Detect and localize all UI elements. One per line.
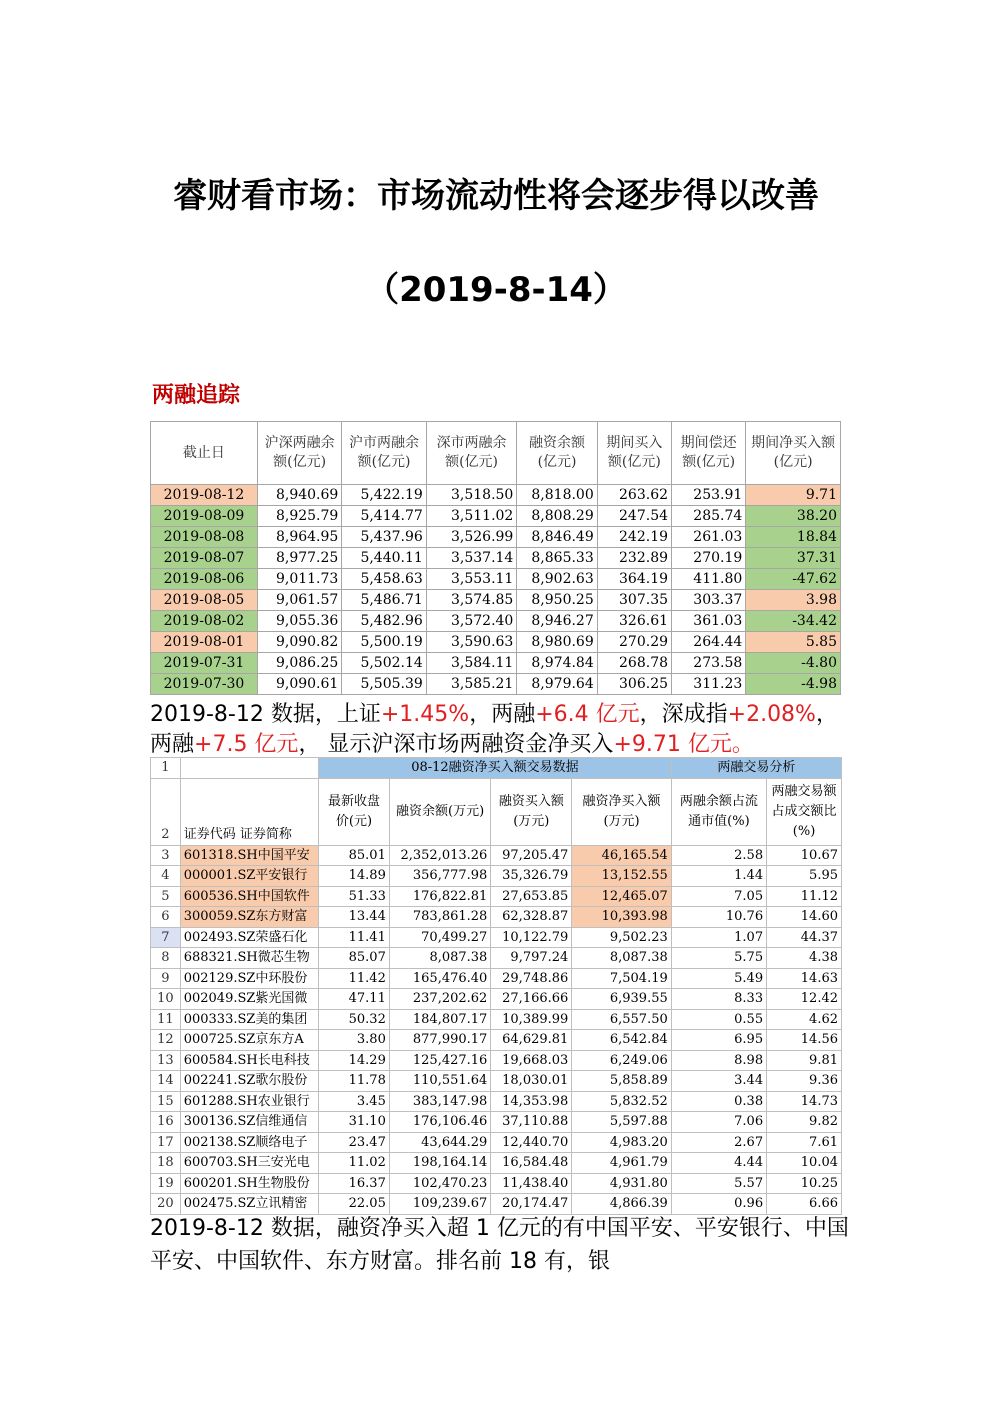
cell-buy: 326.61 (597, 611, 671, 632)
table-row (151, 653, 841, 674)
cell-sh: 5,505.39 (342, 674, 426, 695)
cell-pct2: 14.56 (767, 1030, 842, 1051)
cell-date: 2019-08-05 (151, 590, 258, 611)
cell-buy: 263.62 (597, 485, 671, 506)
cell-buy: 19,668.03 (491, 1050, 572, 1071)
row-number: 16 (151, 1112, 181, 1133)
cell-fin: 8,818.00 (517, 485, 597, 506)
cell-buy: 14,353.98 (491, 1091, 572, 1112)
cell-bal: 109,239.67 (389, 1194, 490, 1215)
cell-bal: 70,499.27 (389, 927, 490, 948)
col-balance: 融资余额(万元) (389, 778, 490, 845)
cell-price: 14.29 (319, 1050, 390, 1071)
cell-price: 31.10 (319, 1112, 390, 1133)
cell-fin: 8,808.29 (517, 506, 597, 527)
table-row (151, 506, 841, 527)
cell-price: 51.33 (319, 886, 390, 907)
table-row (151, 1132, 842, 1153)
cell-pct2: 10.67 (767, 845, 842, 866)
cell-bal: 783,861.28 (389, 907, 490, 928)
cell-stock: 002493.SZ荣盛石化 (180, 927, 318, 948)
cell-fin: 8,865.33 (517, 548, 597, 569)
cell-sz: 3,584.11 (426, 653, 517, 674)
cell-net: 4,961.79 (572, 1153, 671, 1174)
cell-bal: 8,087.38 (389, 948, 490, 969)
table-row (151, 1194, 842, 1215)
table-row (151, 1112, 842, 1133)
cell-pct1: 5.57 (671, 1173, 766, 1194)
cell-buy: 64,629.81 (491, 1030, 572, 1051)
cell-price: 13.44 (319, 907, 390, 928)
row-number: 10 (151, 989, 181, 1010)
page-title: 睿财看市场：市场流动性将会逐步得以改善 (173, 176, 819, 216)
cell-pct2: 10.04 (767, 1153, 842, 1174)
text: 2019-8-12 数据，上证 (150, 702, 381, 727)
cell-bal: 198,164.14 (389, 1153, 490, 1174)
cell-net: 5.85 (746, 632, 841, 653)
cell-stock: 002129.SZ中环股份 (180, 968, 318, 989)
cell-repay: 253.91 (672, 485, 746, 506)
table-row (151, 866, 842, 887)
row-number: 6 (151, 907, 181, 928)
table-row (151, 1071, 842, 1092)
cell-buy: 35,326.79 (491, 866, 572, 887)
cell-repay: 285.74 (672, 506, 746, 527)
cell-total: 8,977.25 (257, 548, 341, 569)
value-red: +7.5 亿元 (194, 732, 299, 757)
cell-fin: 8,846.49 (517, 527, 597, 548)
cell-sh: 5,482.96 (342, 611, 426, 632)
cell-buy: 20,174.47 (491, 1194, 572, 1215)
cell-sz: 3,590.63 (426, 632, 517, 653)
cell-date: 2019-08-09 (151, 506, 258, 527)
cell-fin: 8,902.63 (517, 569, 597, 590)
cell-date: 2019-07-31 (151, 653, 258, 674)
cell-sh: 5,440.11 (342, 548, 426, 569)
cell-total: 9,090.82 (257, 632, 341, 653)
cell-pct1: 8.33 (671, 989, 766, 1010)
cell-net: 5,858.89 (572, 1071, 671, 1092)
cell-stock: 600201.SH生物股份 (180, 1173, 318, 1194)
cell-sz: 3,526.99 (426, 527, 517, 548)
cell-pct2: 9.82 (767, 1112, 842, 1133)
cell-date: 2019-07-30 (151, 674, 258, 695)
cell-price: 11.02 (319, 1153, 390, 1174)
cell-price: 3.45 (319, 1091, 390, 1112)
page-date: （2019-8-14） (365, 270, 627, 310)
row-number: 12 (151, 1030, 181, 1051)
cell-stock: 000001.SZ平安银行 (180, 866, 318, 887)
cell-repay: 411.80 (672, 569, 746, 590)
cell-sh: 5,414.77 (342, 506, 426, 527)
cell-net: 38.20 (746, 506, 841, 527)
row-number: 7 (151, 927, 181, 948)
cell-net: 6,542.84 (572, 1030, 671, 1051)
cell-net: 4,866.39 (572, 1194, 671, 1215)
cell-net: -4.80 (746, 653, 841, 674)
cell-pct1: 3.44 (671, 1071, 766, 1092)
table-row (151, 968, 842, 989)
row-number: 4 (151, 866, 181, 887)
cell-repay: 361.03 (672, 611, 746, 632)
cell-pct1: 4.44 (671, 1153, 766, 1174)
col-net-buy: 融资净买入额(万元) (572, 778, 671, 845)
cell-buy: 232.89 (597, 548, 671, 569)
cell-repay: 273.58 (672, 653, 746, 674)
row-number: 11 (151, 1009, 181, 1030)
row-number: 17 (151, 1132, 181, 1153)
row-number: 18 (151, 1153, 181, 1174)
table-row (151, 632, 841, 653)
row-number: 2 (151, 778, 181, 845)
cell-fin: 8,946.27 (517, 611, 597, 632)
cell-total: 8,964.95 (257, 527, 341, 548)
cell-net: -34.42 (746, 611, 841, 632)
cell-fin: 8,974.84 (517, 653, 597, 674)
cell-pct1: 6.95 (671, 1030, 766, 1051)
row-number: 19 (151, 1173, 181, 1194)
cell-net: 3.98 (746, 590, 841, 611)
table-row (151, 927, 842, 948)
text: ，深成指 (639, 702, 728, 727)
col-buy: 期间买入额(亿元) (597, 422, 671, 485)
col-buy: 融资买入额(万元) (491, 778, 572, 845)
empty-cell (180, 758, 318, 779)
text: ， 显示沪深市场两融资金净买入 (298, 732, 614, 757)
cell-pct2: 6.66 (767, 1194, 842, 1215)
cell-pct2: 14.73 (767, 1091, 842, 1112)
table-row (151, 948, 842, 969)
cell-sz: 3,511.02 (426, 506, 517, 527)
cell-buy: 29,748.86 (491, 968, 572, 989)
table-row (151, 1050, 842, 1071)
closing-paragraph: 2019-8-12 数据，融资净买入超 1 亿元的有中国平安、平安银行、中国平安、中国软件、东方财富。排名前 18 有，银 (150, 1216, 849, 1274)
cell-pct1: 2.58 (671, 845, 766, 866)
cell-pct1: 0.55 (671, 1009, 766, 1030)
cell-pct1: 5.75 (671, 948, 766, 969)
cell-sh: 5,500.19 (342, 632, 426, 653)
col-sz: 深市两融余额(亿元) (426, 422, 517, 485)
cell-stock: 600584.SH长电科技 (180, 1050, 318, 1071)
value-red: +9.71 亿元 (613, 732, 732, 757)
cell-price: 11.42 (319, 968, 390, 989)
cell-stock: 600536.SH中国软件 (180, 886, 318, 907)
cell-stock: 688321.SH微芯生物 (180, 948, 318, 969)
cell-price: 11.78 (319, 1071, 390, 1092)
value-red: +6.4 亿元 (535, 702, 640, 727)
cell-net: 8,087.38 (572, 948, 671, 969)
cell-buy: 364.19 (597, 569, 671, 590)
row-number: 20 (151, 1194, 181, 1215)
cell-date: 2019-08-02 (151, 611, 258, 632)
table-row (151, 569, 841, 590)
cell-price: 23.47 (319, 1132, 390, 1153)
cell-bal: 383,147.98 (389, 1091, 490, 1112)
cell-price: 47.11 (319, 989, 390, 1010)
cell-net: 12,465.07 (572, 886, 671, 907)
col-code-name: 证券代码 证券简称 (180, 778, 318, 845)
margin-balance-table (150, 421, 841, 695)
cell-fin: 8,979.64 (517, 674, 597, 695)
cell-price: 11.41 (319, 927, 390, 948)
table-header-row (151, 422, 841, 485)
table-row (151, 485, 841, 506)
cell-stock: 000333.SZ美的集团 (180, 1009, 318, 1030)
cell-pct1: 5.49 (671, 968, 766, 989)
cell-sz: 3,518.50 (426, 485, 517, 506)
row-number: 3 (151, 845, 181, 866)
cell-price: 85.01 (319, 845, 390, 866)
cell-buy: 27,653.85 (491, 886, 572, 907)
cell-pct1: 0.38 (671, 1091, 766, 1112)
cell-stock: 002049.SZ紫光国微 (180, 989, 318, 1010)
cell-buy: 16,584.48 (491, 1153, 572, 1174)
cell-sz: 3,553.11 (426, 569, 517, 590)
cell-total: 9,011.73 (257, 569, 341, 590)
group-header-net-buy: 08-12融资净买入额交易数据 (319, 758, 672, 779)
cell-stock: 601318.SH中国平安 (180, 845, 318, 866)
cell-net: 9,502.23 (572, 927, 671, 948)
row-number: 14 (151, 1071, 181, 1092)
cell-pct1: 0.96 (671, 1194, 766, 1215)
cell-stock: 002241.SZ歌尔股份 (180, 1071, 318, 1092)
cell-stock: 300059.SZ东方财富 (180, 907, 318, 928)
table-row (151, 1009, 842, 1030)
cell-sz: 3,537.14 (426, 548, 517, 569)
text: 两融 (150, 732, 195, 757)
cell-total: 8,940.69 (257, 485, 341, 506)
cell-pct2: 4.38 (767, 948, 842, 969)
cell-bal: 2,352,013.26 (389, 845, 490, 866)
cell-pct1: 1.07 (671, 927, 766, 948)
cell-pct2: 14.63 (767, 968, 842, 989)
col-pct-turnover: 两融交易额占成交额比(%) (767, 778, 842, 845)
cell-fin: 8,980.69 (517, 632, 597, 653)
row-number: 9 (151, 968, 181, 989)
cell-net: 37.31 (746, 548, 841, 569)
text: ，两融 (469, 702, 536, 727)
cell-repay: 303.37 (672, 590, 746, 611)
cell-bal: 356,777.98 (389, 866, 490, 887)
cell-pct2: 7.61 (767, 1132, 842, 1153)
cell-sh: 5,502.14 (342, 653, 426, 674)
cell-buy: 97,205.47 (491, 845, 572, 866)
cell-bal: 184,807.17 (389, 1009, 490, 1030)
table-row (151, 674, 841, 695)
cell-stock: 000725.SZ京东方A (180, 1030, 318, 1051)
cell-net: 18.84 (746, 527, 841, 548)
cell-net: 46,165.54 (572, 845, 671, 866)
table-row (151, 845, 842, 866)
group-header-row (151, 758, 842, 779)
net-buy-table (150, 757, 842, 1215)
table-row (151, 590, 841, 611)
cell-bal: 110,551.64 (389, 1071, 490, 1092)
cell-net: 6,939.55 (572, 989, 671, 1010)
col-repay: 期间偿还额(亿元) (672, 422, 746, 485)
cell-repay: 264.44 (672, 632, 746, 653)
cell-pct2: 44.37 (767, 927, 842, 948)
cell-total: 9,055.36 (257, 611, 341, 632)
group-header-analysis: 两融交易分析 (671, 758, 841, 779)
cell-buy: 18,030.01 (491, 1071, 572, 1092)
table-row (151, 548, 841, 569)
cell-sz: 3,574.85 (426, 590, 517, 611)
cell-stock: 600703.SH三安光电 (180, 1153, 318, 1174)
cell-buy: 62,328.87 (491, 907, 572, 928)
cell-total: 9,090.61 (257, 674, 341, 695)
cell-net: 5,832.52 (572, 1091, 671, 1112)
cell-repay: 261.03 (672, 527, 746, 548)
cell-bal: 102,470.23 (389, 1173, 490, 1194)
cell-sz: 3,572.40 (426, 611, 517, 632)
cell-pct1: 2.67 (671, 1132, 766, 1153)
cell-pct1: 7.05 (671, 886, 766, 907)
row-number: 8 (151, 948, 181, 969)
cell-stock: 300136.SZ信维通信 (180, 1112, 318, 1133)
cell-sz: 3,585.21 (426, 674, 517, 695)
cell-repay: 311.23 (672, 674, 746, 695)
cell-bal: 125,427.16 (389, 1050, 490, 1071)
cell-buy: 11,438.40 (491, 1173, 572, 1194)
cell-total: 9,086.25 (257, 653, 341, 674)
table-row (151, 611, 841, 632)
cell-pct2: 12.42 (767, 989, 842, 1010)
table-row (151, 1091, 842, 1112)
cell-price: 85.07 (319, 948, 390, 969)
cell-net: 6,249.06 (572, 1050, 671, 1071)
cell-buy: 242.19 (597, 527, 671, 548)
cell-pct2: 10.25 (767, 1173, 842, 1194)
cell-buy: 10,122.79 (491, 927, 572, 948)
cell-repay: 270.19 (672, 548, 746, 569)
row-number: 5 (151, 886, 181, 907)
cell-pct2: 5.95 (767, 866, 842, 887)
cell-pct2: 11.12 (767, 886, 842, 907)
cell-date: 2019-08-06 (151, 569, 258, 590)
cell-buy: 10,389.99 (491, 1009, 572, 1030)
cell-net: -4.98 (746, 674, 841, 695)
cell-price: 16.37 (319, 1173, 390, 1194)
value-red: +2.08% (727, 702, 816, 727)
cell-date: 2019-08-01 (151, 632, 258, 653)
column-header-row (151, 778, 842, 845)
cell-buy: 247.54 (597, 506, 671, 527)
cell-net: 5,597.88 (572, 1112, 671, 1133)
cell-pct1: 8.98 (671, 1050, 766, 1071)
cell-bal: 176,822.81 (389, 886, 490, 907)
cell-pct1: 7.06 (671, 1112, 766, 1133)
cell-date: 2019-08-07 (151, 548, 258, 569)
cell-net: -47.62 (746, 569, 841, 590)
cell-bal: 165,476.40 (389, 968, 490, 989)
cell-buy: 37,110.88 (491, 1112, 572, 1133)
cell-net: 9.71 (746, 485, 841, 506)
cell-pct2: 9.36 (767, 1071, 842, 1092)
cell-price: 14.89 (319, 866, 390, 887)
cell-buy: 12,440.70 (491, 1132, 572, 1153)
col-price: 最新收盘价(元) (319, 778, 390, 845)
cell-net: 13,152.55 (572, 866, 671, 887)
table-row (151, 527, 841, 548)
cell-net: 7,504.19 (572, 968, 671, 989)
cell-net: 4,983.20 (572, 1132, 671, 1153)
cell-buy: 268.78 (597, 653, 671, 674)
value-red: +1.45% (380, 702, 470, 727)
row-number: 15 (151, 1091, 181, 1112)
cell-date: 2019-08-12 (151, 485, 258, 506)
cell-pct1: 10.76 (671, 907, 766, 928)
cell-pct1: 1.44 (671, 866, 766, 887)
col-total: 沪深两融余额(亿元) (257, 422, 341, 485)
summary-paragraph (150, 700, 850, 760)
cell-pct2: 9.81 (767, 1050, 842, 1071)
row-number: 13 (151, 1050, 181, 1071)
table-row (151, 886, 842, 907)
cell-net: 4,931.80 (572, 1173, 671, 1194)
cell-price: 22.05 (319, 1194, 390, 1215)
cell-total: 8,925.79 (257, 506, 341, 527)
text: ， (815, 702, 838, 727)
cell-stock: 002138.SZ顺络电子 (180, 1132, 318, 1153)
col-fin: 融资余额(亿元) (517, 422, 597, 485)
table-row (151, 1030, 842, 1051)
cell-pct2: 4.62 (767, 1009, 842, 1030)
table-row (151, 1173, 842, 1194)
cell-sh: 5,422.19 (342, 485, 426, 506)
cell-buy: 307.35 (597, 590, 671, 611)
cell-sh: 5,486.71 (342, 590, 426, 611)
table-row (151, 989, 842, 1010)
table-row (151, 907, 842, 928)
cell-buy: 27,166.66 (491, 989, 572, 1010)
cell-bal: 877,990.17 (389, 1030, 490, 1051)
cell-net: 10,393.98 (572, 907, 671, 928)
cell-fin: 8,950.25 (517, 590, 597, 611)
cell-bal: 43,644.29 (389, 1132, 490, 1153)
table-row (151, 1153, 842, 1174)
cell-net: 6,557.50 (572, 1009, 671, 1030)
col-net: 期间净买入额(亿元) (746, 422, 841, 485)
cell-buy: 306.25 (597, 674, 671, 695)
cell-date: 2019-08-08 (151, 527, 258, 548)
cell-buy: 9,797.24 (491, 948, 572, 969)
cell-total: 9,061.57 (257, 590, 341, 611)
col-date: 截止日 (151, 422, 258, 485)
cell-stock: 002475.SZ立讯精密 (180, 1194, 318, 1215)
section-heading: 两融追踪 (152, 383, 241, 408)
cell-buy: 270.29 (597, 632, 671, 653)
value-red: 。 (731, 732, 754, 757)
cell-price: 50.32 (319, 1009, 390, 1030)
col-sh: 沪市两融余额(亿元) (342, 422, 426, 485)
cell-sh: 5,458.63 (342, 569, 426, 590)
cell-sh: 5,437.96 (342, 527, 426, 548)
cell-price: 3.80 (319, 1030, 390, 1051)
cell-bal: 237,202.62 (389, 989, 490, 1010)
cell-pct2: 14.60 (767, 907, 842, 928)
cell-bal: 176,106.46 (389, 1112, 490, 1133)
row-number: 1 (151, 758, 181, 779)
col-pct-mktcap: 两融余额占流通市值(%) (671, 778, 766, 845)
cell-stock: 601288.SH农业银行 (180, 1091, 318, 1112)
